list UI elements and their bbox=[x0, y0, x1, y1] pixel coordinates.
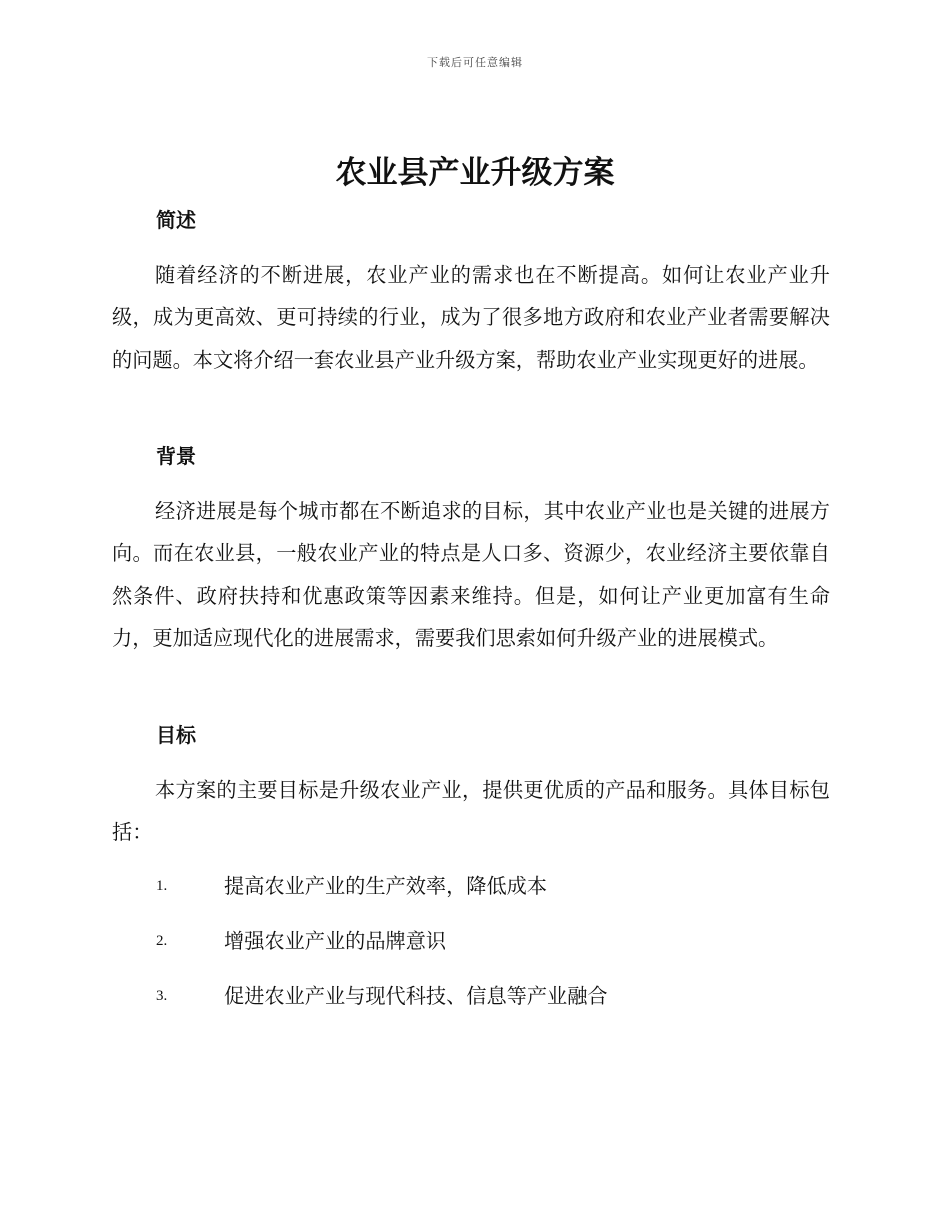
section-paragraph-overview: 随着经济的不断进展，农业产业的需求也在不断提高。如何让农业产业升级，成为更高效、更可持续的行业，成为了很多地方政府和农业产业者需要解决的问题。本文将介绍一套农业县产业升级方案，帮助农业产业实现更好的进展。 bbox=[112, 263, 830, 372]
list-item bbox=[156, 926, 836, 956]
list-item-text: 增强农业产业的品牌意识 bbox=[224, 929, 447, 953]
section-paragraph-background: 经济进展是每个城市都在不断追求的目标，其中农业产业也是关键的进展方向。而在农业县，一般农业产业的特点是人口多、资源少，农业经济主要依靠自然条件、政府扶持和优惠政策等因素来维持。但是，如何让产业更加富有生命力，更加适应现代化的进展需求，需要我们思索如何升级产业的进展模式。 bbox=[112, 499, 830, 651]
list-item bbox=[156, 981, 836, 1011]
document-title: 农业县产业升级方案 bbox=[335, 155, 615, 191]
section-paragraph-goals: 本方案的主要目标是升级农业产业，提供更优质的产品和服务。具体目标包括： bbox=[112, 778, 830, 845]
section-heading-overview: 简述 bbox=[156, 208, 196, 232]
list-item-text: 提高农业产业的生产效率，降低成本 bbox=[224, 874, 548, 898]
section-heading-goals: 目标 bbox=[156, 723, 196, 747]
list-item bbox=[156, 871, 836, 901]
list-item-number: 3. bbox=[156, 988, 168, 1004]
header-note: 下载后可任意编辑 bbox=[427, 56, 523, 69]
list-item-number: 1. bbox=[156, 878, 168, 894]
section-heading-background: 背景 bbox=[156, 444, 196, 468]
list-item-number: 2. bbox=[156, 933, 168, 949]
list-item-text: 促进农业产业与现代科技、信息等产业融合 bbox=[224, 984, 608, 1008]
